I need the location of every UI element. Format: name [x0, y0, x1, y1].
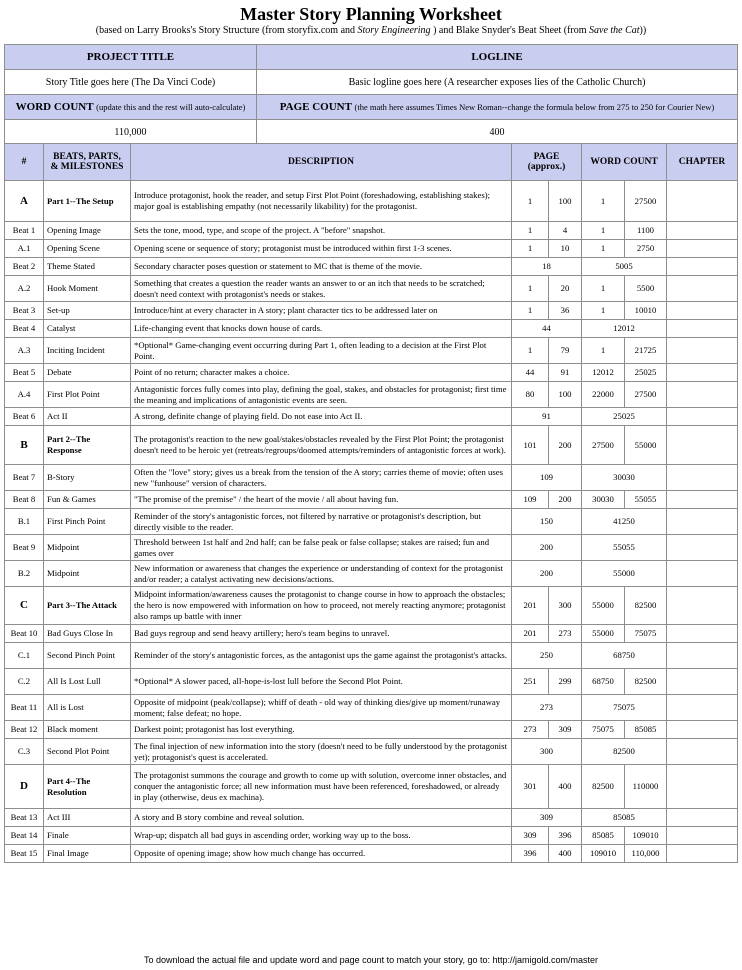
row-word-end-cell: 5500	[625, 276, 667, 302]
row-beat-cell: Act III	[44, 809, 131, 827]
table-row	[5, 491, 738, 509]
row-page-end-cell: 10	[549, 240, 582, 258]
row-description-cell: Something that creates a question the reader wants an answer to or an itch that needs to be scratched; doesn't need context with protagonist's needs or stakes.	[131, 276, 512, 302]
row-number-cell: C.1	[5, 643, 44, 669]
row-description-cell: *Optional* Game-changing event occurring during Part 1, often leading to a decision at the First Plot Point.	[131, 338, 512, 364]
row-word-end-cell: 2750	[625, 240, 667, 258]
row-chapter-cell[interactable]	[667, 465, 738, 491]
row-number-cell: B	[5, 426, 44, 465]
row-chapter-cell[interactable]	[667, 240, 738, 258]
row-page-start-cell: 1	[512, 338, 549, 364]
col-header-page: PAGE (approx.)	[512, 144, 582, 181]
row-beat-cell: Hook Moment	[44, 276, 131, 302]
row-page-end-cell: 4	[549, 222, 582, 240]
row-page-end-cell: 400	[549, 765, 582, 809]
page-count-header: PAGE COUNT (the math here assumes Times New Roman--change the formula below from 275 to 250 for Courier New)	[257, 95, 738, 120]
row-chapter-cell[interactable]	[667, 809, 738, 827]
row-page-end-cell: 20	[549, 276, 582, 302]
table-row	[5, 695, 738, 721]
row-chapter-cell[interactable]	[667, 845, 738, 863]
row-word-cell: 12012	[582, 320, 667, 338]
row-page-start-cell: 1	[512, 222, 549, 240]
row-chapter-cell[interactable]	[667, 320, 738, 338]
row-number-cell: Beat 3	[5, 302, 44, 320]
table-row	[5, 509, 738, 535]
table-row	[5, 721, 738, 739]
row-page-end-cell: 100	[549, 382, 582, 408]
row-page-start-cell: 251	[512, 669, 549, 695]
row-page-start-cell: 1	[512, 276, 549, 302]
table-row	[5, 669, 738, 695]
row-description-cell: "The promise of the premise" / the heart of the movie / all about having fun.	[131, 491, 512, 509]
row-page-cell: 44	[512, 320, 582, 338]
row-page-end-cell: 91	[549, 364, 582, 382]
row-page-end-cell: 273	[549, 625, 582, 643]
row-word-start-cell: 109010	[582, 845, 625, 863]
row-number-cell: Beat 10	[5, 625, 44, 643]
row-word-start-cell: 1	[582, 222, 625, 240]
row-description-cell: Often the "love" story; gives us a break from the tension of the A story; carries theme of movie; often uses new "funhouse" version of characters.	[131, 465, 512, 491]
table-row	[5, 426, 738, 465]
row-page-start-cell: 1	[512, 181, 549, 222]
row-number-cell: Beat 12	[5, 721, 44, 739]
table-row	[5, 845, 738, 863]
table-row	[5, 222, 738, 240]
row-word-start-cell: 1	[582, 181, 625, 222]
table-row	[5, 587, 738, 625]
table-row	[5, 535, 738, 561]
row-page-end-cell: 36	[549, 302, 582, 320]
row-page-cell: 309	[512, 809, 582, 827]
row-word-end-cell: 55000	[625, 426, 667, 465]
row-chapter-cell[interactable]	[667, 721, 738, 739]
row-chapter-cell[interactable]	[667, 695, 738, 721]
table-row	[5, 338, 738, 364]
project-info-table	[4, 44, 738, 145]
row-chapter-cell[interactable]	[667, 509, 738, 535]
row-word-cell: 55000	[582, 561, 667, 587]
row-beat-cell: Midpoint	[44, 561, 131, 587]
row-word-start-cell: 12012	[582, 364, 625, 382]
row-number-cell: A.2	[5, 276, 44, 302]
row-number-cell: Beat 1	[5, 222, 44, 240]
row-description-cell: Sets the tone, mood, type, and scope of the project. A "before" snapshot.	[131, 222, 512, 240]
row-word-start-cell: 1	[582, 338, 625, 364]
row-beat-cell: Act II	[44, 408, 131, 426]
row-chapter-cell[interactable]	[667, 491, 738, 509]
row-number-cell: C.2	[5, 669, 44, 695]
table-row	[5, 408, 738, 426]
row-beat-cell: Catalyst	[44, 320, 131, 338]
row-beat-cell: Part 1--The Setup	[44, 181, 131, 222]
table-row	[5, 561, 738, 587]
row-chapter-cell[interactable]	[667, 739, 738, 765]
row-beat-cell: Final Image	[44, 845, 131, 863]
page-subtitle: (based on Larry Brooks's Story Structure (from storyfix.com and Story Engineering ) and Blake Snyder's Beat Sheet (from Save the Cat))	[95, 25, 647, 36]
table-row	[5, 382, 738, 408]
row-page-start-cell: 201	[512, 587, 549, 625]
row-description-cell: Wrap-up; dispatch all bad guys in ascending order, working way up to the boss.	[131, 827, 512, 845]
row-word-cell: 55055	[582, 535, 667, 561]
row-beat-cell: Opening Image	[44, 222, 131, 240]
row-number-cell: A	[5, 181, 44, 222]
row-number-cell: A.1	[5, 240, 44, 258]
row-beat-cell: All Is Lost Lull	[44, 669, 131, 695]
row-page-start-cell: 309	[512, 827, 549, 845]
row-description-cell: The protagonist's reaction to the new goal/stakes/obstacles revealed by the First Plot Point; the protagonist doesn't need to be heroic yet (retreats/regroups/doomed attempts/reminders of antagonistic forces at work).	[131, 426, 512, 465]
row-number-cell: Beat 4	[5, 320, 44, 338]
row-word-start-cell: 55000	[582, 587, 625, 625]
row-description-cell: Bad guys regroup and send heavy artillery; hero's team begins to unravel.	[131, 625, 512, 643]
table-row	[5, 181, 738, 222]
row-word-start-cell: 30030	[582, 491, 625, 509]
table-row	[5, 320, 738, 338]
row-description-cell: Introduce/hint at every character in A story; plant character tics to be addressed later on	[131, 302, 512, 320]
row-chapter-cell[interactable]	[667, 561, 738, 587]
row-word-cell: 5005	[582, 258, 667, 276]
row-beat-cell: Part 3--The Attack	[44, 587, 131, 625]
col-header-word-count: WORD COUNT	[582, 144, 667, 181]
table-row	[5, 643, 738, 669]
row-description-cell: Opposite of midpoint (peak/collapse); whiff of death - old way of thinking dies/give up moment/runaway moment; false defeat; no hope.	[131, 695, 512, 721]
row-word-end-cell: 27500	[625, 181, 667, 222]
row-description-cell: Point of no return; character makes a choice.	[131, 364, 512, 382]
row-beat-cell: B-Story	[44, 465, 131, 491]
row-word-end-cell: 109010	[625, 827, 667, 845]
row-number-cell: Beat 13	[5, 809, 44, 827]
row-chapter-cell[interactable]	[667, 181, 738, 222]
page-count-field[interactable]: 400	[257, 120, 738, 145]
col-header-chapter: CHAPTER	[667, 144, 738, 181]
row-page-end-cell: 309	[549, 721, 582, 739]
row-beat-cell: First Plot Point	[44, 382, 131, 408]
row-page-cell: 200	[512, 561, 582, 587]
row-beat-cell: Bad Guys Close In	[44, 625, 131, 643]
project-title-field[interactable]: Story Title goes here (The Da Vinci Code)	[5, 70, 257, 95]
beats-table	[4, 143, 738, 863]
table-row	[5, 302, 738, 320]
footer-note: To download the actual file and update word and page count to match your story, go to: http://jamigold.com/master	[143, 955, 599, 965]
row-word-cell: 25025	[582, 408, 667, 426]
row-page-cell: 18	[512, 258, 582, 276]
row-description-cell: Secondary character poses question or statement to MC that is theme of the movie.	[131, 258, 512, 276]
row-beat-cell: Theme Stated	[44, 258, 131, 276]
row-page-start-cell: 396	[512, 845, 549, 863]
table-row	[5, 364, 738, 382]
row-word-end-cell: 25025	[625, 364, 667, 382]
logline-header: LOGLINE	[257, 45, 738, 70]
row-page-cell: 250	[512, 643, 582, 669]
row-beat-cell: Set-up	[44, 302, 131, 320]
row-beat-cell: Midpoint	[44, 535, 131, 561]
row-page-start-cell: 1	[512, 240, 549, 258]
row-description-cell: Antagonistic forces fully comes into play, defining the goal, stakes, and obstacles for protagonist; first time the meaning and implications of antagonistic events are seen.	[131, 382, 512, 408]
table-row	[5, 765, 738, 809]
row-word-end-cell: 110,000	[625, 845, 667, 863]
row-word-start-cell: 22000	[582, 382, 625, 408]
row-description-cell: Threshold between 1st half and 2nd half; can be false peak or false collapse; stakes are raised; fun and games over	[131, 535, 512, 561]
row-description-cell: New information or awareness that changes the experience or understanding of context for the protagonist and/or reader; a catalyst activating new decisions/actions.	[131, 561, 512, 587]
row-page-end-cell: 396	[549, 827, 582, 845]
table-row	[5, 827, 738, 845]
row-description-cell: Reminder of the story's antagonistic forces, not filtered by narrative or protagonist's description, but directly visible to the reader.	[131, 509, 512, 535]
row-page-cell: 109	[512, 465, 582, 491]
row-description-cell: The protagonist summons the courage and growth to come up with solution, overcome inner obstacles, and conquer the antagonistic force; all new information must have been referenced, foreshadowed, or already in play (otherwise, deus ex machina).	[131, 765, 512, 809]
row-description-cell: Opening scene or sequence of story; protagonist must be introduced within first 1-3 scenes.	[131, 240, 512, 258]
row-word-start-cell: 68750	[582, 669, 625, 695]
row-word-end-cell: 21725	[625, 338, 667, 364]
row-page-cell: 273	[512, 695, 582, 721]
row-description-cell: A strong, definite change of playing field. Do not ease into Act II.	[131, 408, 512, 426]
row-word-end-cell: 75075	[625, 625, 667, 643]
row-beat-cell: Opening Scene	[44, 240, 131, 258]
row-number-cell: B.1	[5, 509, 44, 535]
row-page-start-cell: 1	[512, 302, 549, 320]
table-row	[5, 258, 738, 276]
row-word-end-cell: 85085	[625, 721, 667, 739]
row-description-cell: The final injection of new information into the story (doesn't need to be fully understood by the protagonist yet); protagonist's quest is accelerated.	[131, 739, 512, 765]
row-number-cell: Beat 11	[5, 695, 44, 721]
row-word-end-cell: 27500	[625, 382, 667, 408]
row-chapter-cell[interactable]	[667, 302, 738, 320]
row-chapter-cell[interactable]	[667, 587, 738, 625]
row-beat-cell: Inciting Incident	[44, 338, 131, 364]
row-word-cell: 68750	[582, 643, 667, 669]
page-title: Master Story Planning Worksheet	[240, 4, 502, 24]
row-description-cell: Life-changing event that knocks down house of cards.	[131, 320, 512, 338]
row-page-end-cell: 100	[549, 181, 582, 222]
row-beat-cell: Part 2--The Response	[44, 426, 131, 465]
table-row	[5, 276, 738, 302]
row-number-cell: A.4	[5, 382, 44, 408]
row-number-cell: D	[5, 765, 44, 809]
table-row	[5, 465, 738, 491]
row-chapter-cell[interactable]	[667, 643, 738, 669]
row-chapter-cell[interactable]	[667, 669, 738, 695]
row-description-cell: Reminder of the story's antagonistic forces, as the antagonist ups the game against the protagonist's attacks.	[131, 643, 512, 669]
row-page-start-cell: 273	[512, 721, 549, 739]
row-word-end-cell: 82500	[625, 669, 667, 695]
word-count-field[interactable]: 110,000	[5, 120, 257, 145]
table-row	[5, 240, 738, 258]
row-number-cell: C	[5, 587, 44, 625]
row-number-cell: Beat 6	[5, 408, 44, 426]
project-title-header: PROJECT TITLE	[5, 45, 257, 70]
table-row	[5, 739, 738, 765]
row-beat-cell: First Pinch Point	[44, 509, 131, 535]
row-number-cell: Beat 5	[5, 364, 44, 382]
row-word-end-cell: 82500	[625, 587, 667, 625]
row-word-cell: 85085	[582, 809, 667, 827]
word-count-header: WORD COUNT (update this and the rest will auto-calculate)	[5, 95, 257, 120]
row-page-end-cell: 200	[549, 491, 582, 509]
row-page-start-cell: 301	[512, 765, 549, 809]
row-word-cell: 41250	[582, 509, 667, 535]
row-description-cell: *Optional* A slower paced, all-hope-is-lost lull before the Second Plot Point.	[131, 669, 512, 695]
row-beat-cell: Black moment	[44, 721, 131, 739]
row-number-cell: A.3	[5, 338, 44, 364]
row-word-cell: 30030	[582, 465, 667, 491]
table-row	[5, 625, 738, 643]
row-description-cell: Midpoint information/awareness causes the protagonist to change course in how to approach the obstacles; the hero is now empowered with information on how to proceed, not merely reacting anymore; protagonist also ramps up battle with inner	[131, 587, 512, 625]
row-chapter-cell[interactable]	[667, 338, 738, 364]
row-page-end-cell: 200	[549, 426, 582, 465]
row-beat-cell: Debate	[44, 364, 131, 382]
row-page-start-cell: 201	[512, 625, 549, 643]
row-number-cell: C.3	[5, 739, 44, 765]
row-word-end-cell: 55055	[625, 491, 667, 509]
row-page-start-cell: 44	[512, 364, 549, 382]
row-chapter-cell[interactable]	[667, 222, 738, 240]
row-page-cell: 300	[512, 739, 582, 765]
row-number-cell: Beat 14	[5, 827, 44, 845]
row-chapter-cell[interactable]	[667, 765, 738, 809]
row-chapter-cell[interactable]	[667, 258, 738, 276]
row-beat-cell: Fun & Games	[44, 491, 131, 509]
row-beat-cell: Second Pinch Point	[44, 643, 131, 669]
row-chapter-cell[interactable]	[667, 408, 738, 426]
row-number-cell: Beat 7	[5, 465, 44, 491]
row-page-cell: 91	[512, 408, 582, 426]
row-page-end-cell: 400	[549, 845, 582, 863]
row-chapter-cell[interactable]	[667, 827, 738, 845]
row-beat-cell: Second Plot Point	[44, 739, 131, 765]
row-page-end-cell: 79	[549, 338, 582, 364]
row-word-start-cell: 1	[582, 240, 625, 258]
row-word-end-cell: 10010	[625, 302, 667, 320]
row-chapter-cell[interactable]	[667, 625, 738, 643]
row-word-start-cell: 27500	[582, 426, 625, 465]
row-word-cell: 75075	[582, 695, 667, 721]
row-page-cell: 200	[512, 535, 582, 561]
row-beat-cell: All is Lost	[44, 695, 131, 721]
logline-field[interactable]: Basic logline goes here (A researcher exposes lies of the Catholic Church)	[257, 70, 738, 95]
row-description-cell: Opposite of opening image; show how much change has occurred.	[131, 845, 512, 863]
row-word-start-cell: 85085	[582, 827, 625, 845]
col-header-beats: BEATS, PARTS, & MILESTONES	[44, 144, 131, 181]
row-description-cell: A story and B story combine and reveal solution.	[131, 809, 512, 827]
row-beat-cell: Finale	[44, 827, 131, 845]
row-word-start-cell: 82500	[582, 765, 625, 809]
row-chapter-cell[interactable]	[667, 364, 738, 382]
row-word-start-cell: 1	[582, 276, 625, 302]
row-description-cell: Introduce protagonist, hook the reader, and setup First Plot Point (foreshadowing, establishing stakes); major goal is establishing empathy (not necessarily likability) for the protagonist.	[131, 181, 512, 222]
col-header-description: DESCRIPTION	[131, 144, 512, 181]
row-page-cell: 150	[512, 509, 582, 535]
row-chapter-cell[interactable]	[667, 426, 738, 465]
row-number-cell: Beat 2	[5, 258, 44, 276]
col-header-number: #	[5, 144, 44, 181]
row-number-cell: Beat 9	[5, 535, 44, 561]
row-page-start-cell: 109	[512, 491, 549, 509]
row-word-start-cell: 75075	[582, 721, 625, 739]
table-row	[5, 809, 738, 827]
row-number-cell: Beat 8	[5, 491, 44, 509]
row-description-cell: Darkest point; protagonist has lost everything.	[131, 721, 512, 739]
row-page-end-cell: 299	[549, 669, 582, 695]
row-page-start-cell: 80	[512, 382, 549, 408]
row-word-end-cell: 110000	[625, 765, 667, 809]
row-word-end-cell: 1100	[625, 222, 667, 240]
row-chapter-cell[interactable]	[667, 382, 738, 408]
row-chapter-cell[interactable]	[667, 535, 738, 561]
row-word-start-cell: 1	[582, 302, 625, 320]
row-number-cell: Beat 15	[5, 845, 44, 863]
row-beat-cell: Part 4--The Resolution	[44, 765, 131, 809]
row-chapter-cell[interactable]	[667, 276, 738, 302]
row-number-cell: B.2	[5, 561, 44, 587]
row-page-end-cell: 300	[549, 587, 582, 625]
row-page-start-cell: 101	[512, 426, 549, 465]
row-word-cell: 82500	[582, 739, 667, 765]
row-word-start-cell: 55000	[582, 625, 625, 643]
